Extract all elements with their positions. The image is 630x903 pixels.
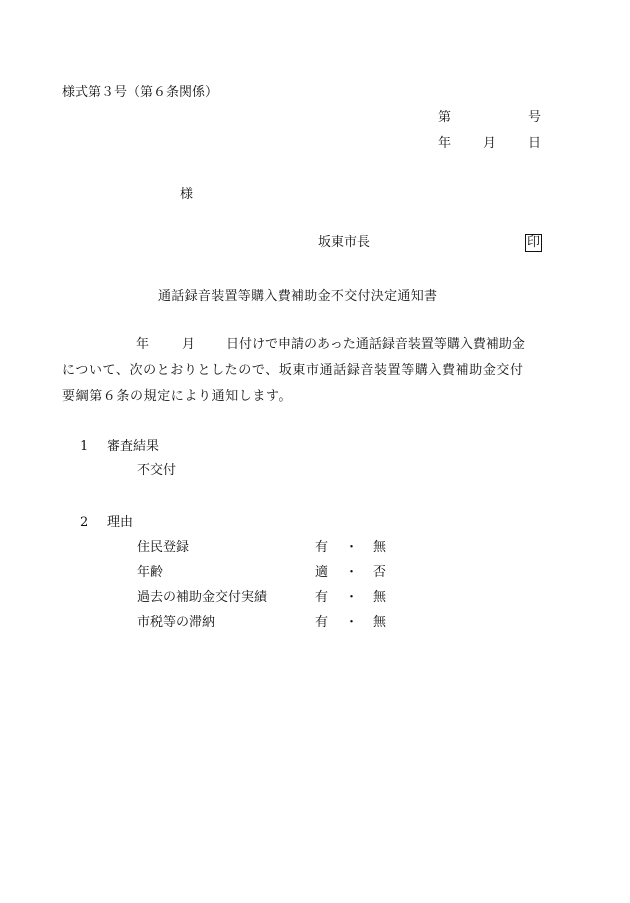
seal-label: 印	[527, 235, 541, 250]
reason-option-1: 有	[315, 540, 329, 555]
section-2-number: 2	[80, 515, 89, 530]
reason-separator: ・	[345, 540, 359, 555]
reason-option-2: 無	[373, 615, 387, 630]
reason-option-2: 無	[373, 590, 387, 605]
body-line-1	[62, 332, 570, 358]
reason-separator: ・	[345, 590, 359, 605]
reason-separator: ・	[345, 615, 359, 630]
reason-separator: ・	[345, 565, 359, 580]
reason-option-1: 有	[315, 615, 329, 630]
reason-option-2: 否	[373, 565, 387, 580]
section-1-result: 不交付	[137, 463, 177, 478]
body-paragraph	[62, 332, 570, 410]
body-month: 月	[182, 337, 196, 352]
section-1-number: 1	[80, 439, 89, 454]
doc-number-suffix: 号	[528, 110, 542, 125]
issuer-name: 坂東市長	[318, 235, 371, 250]
form-reference: 様式第３号（第６条関係）	[62, 85, 219, 100]
body-line-1-text: 日付けで申請のあった通話録音装置等購入費補助金	[226, 337, 525, 352]
reason-option-1: 有	[315, 590, 329, 605]
seal-mark	[525, 234, 542, 252]
date-month: 月	[483, 136, 497, 151]
doc-number-prefix: 第	[438, 110, 452, 125]
document-title: 通話録音装置等購入費補助金不交付決定通知書	[158, 289, 438, 304]
reason-option-2: 無	[373, 540, 387, 555]
date-year: 年	[438, 136, 452, 151]
reason-label: 過去の補助金交付実績	[137, 590, 268, 605]
reason-label: 住民登録	[137, 540, 190, 555]
section-2-heading: 理由	[107, 515, 134, 530]
body-line-3: 要綱第６条の規定により通知します。	[62, 389, 293, 404]
reason-label: 市税等の滞納	[137, 615, 216, 630]
reason-label: 年齢	[137, 565, 164, 580]
section-1-heading: 審査結果	[107, 439, 160, 454]
reason-option-1: 適	[315, 565, 329, 580]
date-day: 日	[528, 136, 542, 151]
body-line-2: について、次のとおりとしたので、坂東市通話録音装置等購入費補助金交付	[62, 363, 524, 378]
body-year: 年	[136, 337, 150, 352]
addressee-suffix: 様	[180, 187, 194, 202]
